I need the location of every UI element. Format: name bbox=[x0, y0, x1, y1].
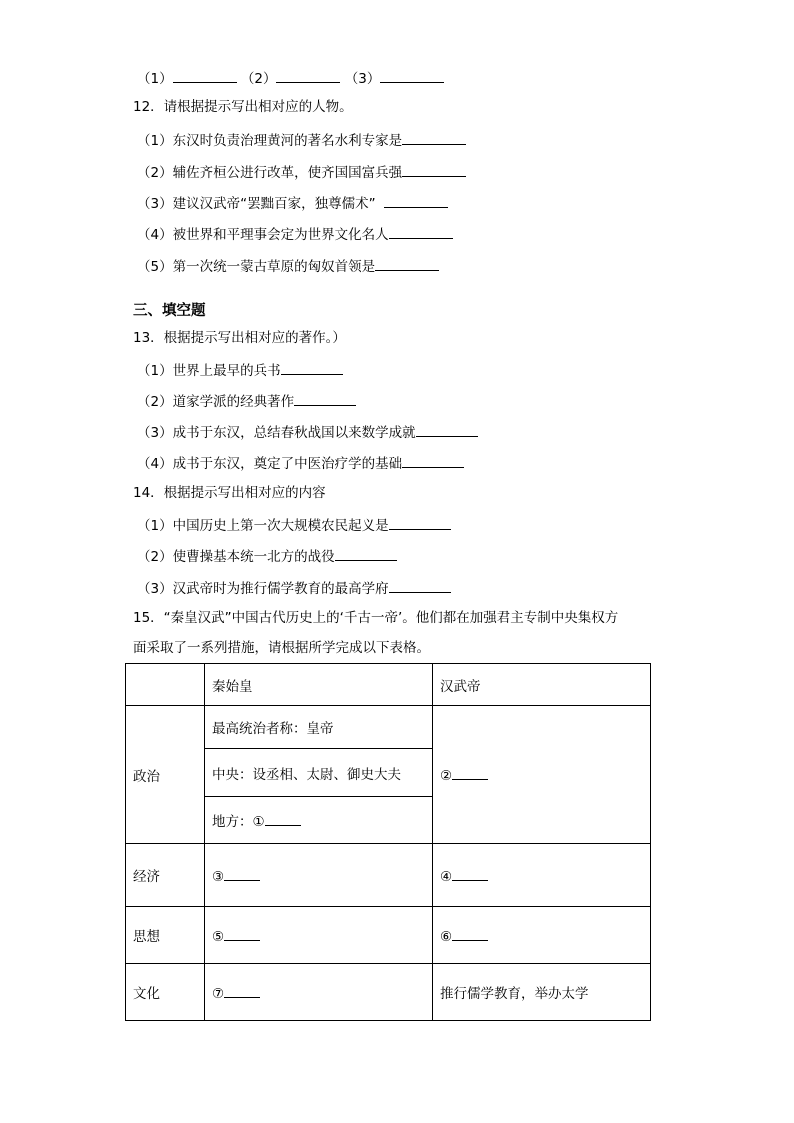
politics-qin-local: 地方：① bbox=[205, 797, 433, 844]
row-label-culture: 文化 bbox=[126, 964, 205, 1021]
row-label-politics: 政治 bbox=[126, 706, 205, 844]
q15-stem-line-1: 15．“秦皇汉武”中国古代历史上的‘千古一帝’。他们都在加强君主专制中央集权方 bbox=[133, 610, 619, 626]
q12-blank-4[interactable] bbox=[389, 224, 453, 239]
blank-3[interactable] bbox=[224, 866, 260, 881]
q12-item-1: （1）东汉时负责治理黄河的著名水利专家是 bbox=[137, 130, 466, 150]
economy-han-cell: ④ bbox=[433, 844, 651, 907]
politics-han-cell: ② bbox=[433, 706, 651, 844]
q14-item-3: （3）汉武帝时为推行儒学教育的最高学府 bbox=[137, 578, 451, 598]
q13-stem: 13．根据提示写出相对应的著作。） bbox=[133, 330, 346, 346]
blank-6[interactable] bbox=[452, 926, 488, 941]
politics-qin-title: 最高统治者称：皇帝 bbox=[205, 706, 433, 749]
q12-item-2: （2）辅佐齐桓公进行改革，使齐国国富兵强 bbox=[137, 162, 466, 182]
q11-part-1-label: （1） bbox=[137, 71, 173, 87]
q12-blank-5[interactable] bbox=[375, 256, 439, 271]
section-title: 三、填空题 bbox=[133, 303, 206, 319]
q11-blank-2[interactable] bbox=[276, 68, 340, 83]
q13-item-1: （1）世界上最早的兵书 bbox=[137, 360, 343, 380]
q14-item-2: （2）使曹操基本统一北方的战役 bbox=[137, 546, 397, 566]
blank-5[interactable] bbox=[224, 926, 260, 941]
q11-blank-1[interactable] bbox=[173, 68, 237, 83]
blank-2[interactable] bbox=[452, 765, 488, 780]
q12-item-5: （5）第一次统一蒙古草原的匈奴首领是 bbox=[137, 256, 439, 276]
culture-qin-cell: ⑦ bbox=[205, 964, 433, 1021]
q12-blank-3[interactable] bbox=[384, 193, 448, 208]
q12-stem: 12．请根据提示写出相对应的人物。 bbox=[133, 99, 353, 115]
header-han: 汉武帝 bbox=[433, 664, 651, 706]
row-label-economy: 经济 bbox=[126, 844, 205, 907]
culture-han-cell: 推行儒学教育，举办太学 bbox=[433, 964, 651, 1021]
q13-blank-1[interactable] bbox=[281, 360, 343, 375]
q14-blank-2[interactable] bbox=[335, 546, 397, 561]
q15-table bbox=[125, 663, 651, 1021]
q13-blank-3[interactable] bbox=[416, 422, 478, 437]
q12-blank-2[interactable] bbox=[402, 162, 466, 177]
politics-qin-central: 中央：设丞相、太尉、御史大夫 bbox=[205, 749, 433, 797]
q14-blank-3[interactable] bbox=[389, 578, 451, 593]
q11-part-2-label: （2） bbox=[240, 71, 277, 87]
q14-blank-1[interactable] bbox=[389, 515, 451, 530]
blank-7[interactable] bbox=[224, 983, 260, 998]
thought-qin-cell: ⑤ bbox=[205, 907, 433, 964]
q13-blank-4[interactable] bbox=[402, 453, 464, 468]
thought-han-cell: ⑥ bbox=[433, 907, 651, 964]
table-row-culture bbox=[126, 964, 651, 1021]
row-label-thought: 思想 bbox=[126, 907, 205, 964]
q11-answer-line bbox=[137, 68, 444, 88]
header-empty-cell bbox=[126, 664, 205, 706]
q14-item-1: （1）中国历史上第一次大规模农民起义是 bbox=[137, 515, 451, 535]
q13-item-3: （3）成书于东汉，总结春秋战国以来数学成就 bbox=[137, 422, 478, 442]
q13-item-4: （4）成书于东汉，奠定了中医治疗学的基础 bbox=[137, 453, 464, 473]
q12-item-4: （4）被世界和平理事会定为世界文化名人 bbox=[137, 224, 453, 244]
table-header-row bbox=[126, 664, 651, 706]
q13-item-2: （2）道家学派的经典著作 bbox=[137, 391, 356, 411]
table-row-economy bbox=[126, 844, 651, 907]
q12-blank-1[interactable] bbox=[402, 130, 466, 145]
q15-stem-line-2: 面采取了一系列措施，请根据所学完成以下表格。 bbox=[133, 640, 430, 656]
q11-blank-3[interactable] bbox=[380, 68, 444, 83]
q14-stem: 14．根据提示写出相对应的内容 bbox=[133, 485, 326, 501]
blank-4[interactable] bbox=[452, 866, 488, 881]
q11-part-3-label: （3） bbox=[344, 71, 381, 87]
table-row-thought bbox=[126, 907, 651, 964]
q13-blank-2[interactable] bbox=[294, 391, 356, 406]
economy-qin-cell: ③ bbox=[205, 844, 433, 907]
blank-1[interactable] bbox=[265, 811, 301, 826]
q12-item-3: （3）建议汉武帝“罢黜百家，独尊儒术” bbox=[137, 193, 448, 213]
table-row-politics bbox=[126, 706, 651, 749]
header-qin: 秦始皇 bbox=[205, 664, 433, 706]
